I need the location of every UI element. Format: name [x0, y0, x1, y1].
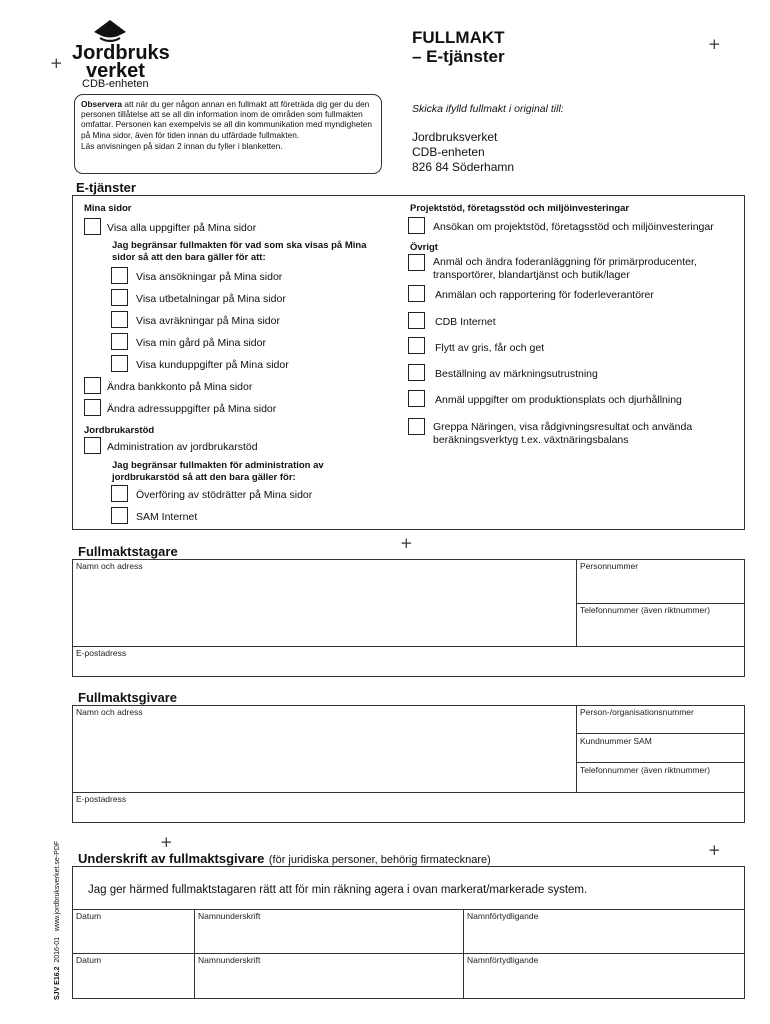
namnfortydligande-input-2[interactable]	[464, 965, 744, 998]
registration-mark: +	[400, 534, 413, 552]
checkbox-bankkonto[interactable]	[84, 377, 101, 394]
checkbox-admin-jordbrukarstod[interactable]	[84, 437, 101, 454]
checkbox-kunduppgifter[interactable]	[111, 355, 128, 372]
registration-mark: +	[50, 54, 63, 72]
side-text: SJV E16.2 2016-01 www.jordbruksverket.se-PDF	[54, 840, 61, 1000]
underskrift-heading: Underskrift av fullmaktsgivare (för juridiska personer, behörig firmatecknare)	[78, 851, 491, 866]
tagare-email-label: E-postadress	[76, 648, 127, 658]
logo-text: Jordbruks verket	[72, 42, 170, 82]
givare-tel-label: Telefonnummer (även riktnummer)	[580, 765, 710, 775]
tagare-tel-input[interactable]	[577, 615, 744, 645]
label-visa-alla: Visa alla uppgifter på Mina sidor	[107, 222, 257, 234]
tagare-name-label: Namn och adress	[76, 561, 143, 571]
label-admin-jordbrukarstod: Administration av jordbrukarstöd	[107, 441, 258, 453]
checkbox-markningsutrustning[interactable]	[408, 364, 425, 381]
checkbox-flytt[interactable]	[408, 337, 425, 354]
label-flytt: Flytt av gris, får och get	[435, 342, 545, 354]
label-ansokningar: Visa ansökningar på Mina sidor	[136, 271, 283, 283]
givare-divider	[576, 733, 745, 734]
underskrift-divider	[72, 953, 745, 954]
givare-email-input[interactable]	[73, 804, 744, 822]
givare-tel-input[interactable]	[577, 775, 744, 791]
label-foderanlaggning: Anmäl och ändra foderanläggning för primärproducenter, transportörer, blandartjänst och butik/lager	[433, 256, 697, 281]
checkbox-sam-internet[interactable]	[111, 507, 128, 524]
checkbox-min-gard[interactable]	[111, 333, 128, 350]
send-address: Jordbruksverket CDB-enheten 826 84 Söderhamn	[412, 130, 515, 174]
label-overforing: Överföring av stödrätter på Mina sidor	[136, 489, 313, 501]
checkbox-cdb-internet[interactable]	[408, 312, 425, 329]
datum-label-1: Datum	[76, 911, 102, 921]
givare-name-label: Namn och adress	[76, 707, 143, 717]
label-bankkonto: Ändra bankkonto på Mina sidor	[107, 381, 253, 393]
ovrigt-heading: Övrigt	[410, 242, 438, 253]
label-foderleverantorer: Anmälan och rapportering för foderleverantörer	[435, 289, 654, 301]
datum-input-1[interactable]	[73, 921, 193, 952]
label-markningsutrustning: Beställning av märkningsutrustning	[435, 368, 598, 380]
label-sam-internet: SAM Internet	[136, 511, 198, 523]
registration-mark: +	[708, 35, 721, 53]
tagare-title: Fullmaktstagare	[78, 544, 178, 559]
givare-kund-input[interactable]	[577, 746, 744, 761]
underskrift-statement: Jag ger härmed fullmaktstagaren rätt att för min räkning agera i ovan markerat/markerade system.	[88, 884, 588, 896]
namnfortydligande-label-1: Namnförtydligande	[467, 911, 539, 921]
label-min-gard: Visa min gård på Mina sidor	[136, 337, 266, 349]
givare-divider	[72, 792, 745, 793]
checkbox-projektstod[interactable]	[408, 217, 425, 234]
mina-sidor-heading: Mina sidor	[84, 203, 132, 214]
checkbox-foderleverantorer[interactable]	[408, 285, 425, 302]
notice-text: Observera att när du ger någon annan en fullmakt att företräda dig ger du den personen tillåtelse att se all din information inom de områden som fullmakten omfattar. Personen kan exempelvis se all din kommunikation med myndigheten på Mina sidor, även för tiden innan du utfärdade fullmakten. Läs anvisningen på sidan 2 innan du fyller i blanketten.	[81, 99, 373, 151]
checkbox-avrakningar[interactable]	[111, 311, 128, 328]
tagare-tel-label: Telefonnummer (även riktnummer)	[580, 605, 710, 615]
namnunderskrift-label-2: Namnunderskrift	[198, 955, 261, 965]
send-label: Skicka ifylld fullmakt i original till:	[412, 103, 564, 115]
mina-sidor-restrict: Jag begränsar fullmakten för vad som ska visas på Mina sidor så att den bara gäller för att:	[112, 240, 367, 263]
page-title: FULLMAKT – E-tjänster	[412, 28, 505, 66]
label-cdb-internet: CDB Internet	[435, 316, 496, 328]
datum-label-2: Datum	[76, 955, 102, 965]
givare-kund-label: Kundnummer SAM	[580, 736, 652, 746]
tagare-email-input[interactable]	[73, 658, 744, 676]
tagare-name-input[interactable]	[73, 571, 575, 645]
registration-mark: +	[708, 841, 721, 859]
jordbrukarstod-heading: Jordbrukarstöd	[84, 425, 155, 436]
projekt-heading: Projektstöd, företagsstöd och miljöinvesteringar	[410, 203, 630, 214]
label-greppa-naringen: Greppa Näringen, visa rådgivningsresultat och använda beräkningsverktyg t.ex. växtnäringsbalans	[433, 421, 693, 446]
label-kunduppgifter: Visa kunduppgifter på Mina sidor	[136, 359, 289, 371]
checkbox-adressuppgifter[interactable]	[84, 399, 101, 416]
label-avrakningar: Visa avräkningar på Mina sidor	[136, 315, 280, 327]
namnfortydligande-input-1[interactable]	[464, 921, 744, 952]
underskrift-divider	[72, 909, 745, 910]
namnunderskrift-input-1[interactable]	[195, 921, 462, 952]
checkbox-greppa-naringen[interactable]	[408, 418, 425, 435]
checkbox-overforing[interactable]	[111, 485, 128, 502]
tagare-pnr-input[interactable]	[577, 571, 744, 602]
givare-title: Fullmaktsgivare	[78, 690, 177, 705]
tagare-divider	[576, 603, 745, 604]
givare-email-label: E-postadress	[76, 794, 127, 804]
registration-mark: +	[160, 833, 173, 851]
checkbox-ansokningar[interactable]	[111, 267, 128, 284]
givare-name-input[interactable]	[73, 717, 575, 791]
label-utbetalningar: Visa utbetalningar på Mina sidor	[136, 293, 286, 305]
checkbox-foderanlaggning[interactable]	[408, 254, 425, 271]
checkbox-utbetalningar[interactable]	[111, 289, 128, 306]
jordbrukarstod-restrict: Jag begränsar fullmakten för administration av jordbrukarstöd så att den bara gäller för:	[112, 460, 324, 483]
givare-divider	[576, 762, 745, 763]
label-projektstod: Ansökan om projektstöd, företagsstöd och miljöinvesteringar	[433, 221, 714, 233]
givare-orgnr-input[interactable]	[577, 717, 744, 732]
checkbox-visa-alla[interactable]	[84, 218, 101, 235]
label-adressuppgifter: Ändra adressuppgifter på Mina sidor	[107, 403, 277, 415]
label-produktionsplats: Anmäl uppgifter om produktionsplats och djurhållning	[435, 394, 682, 406]
checkbox-produktionsplats[interactable]	[408, 390, 425, 407]
namnfortydligande-label-2: Namnförtydligande	[467, 955, 539, 965]
namnunderskrift-label-1: Namnunderskrift	[198, 911, 261, 921]
datum-input-2[interactable]	[73, 965, 193, 998]
tagare-pnr-label: Personnummer	[580, 561, 639, 571]
etjanster-title: E-tjänster	[76, 180, 136, 195]
namnunderskrift-input-2[interactable]	[195, 965, 462, 998]
unit-name: CDB-enheten	[82, 78, 149, 90]
givare-orgnr-label: Person-/organisationsnummer	[580, 707, 694, 717]
tagare-divider	[72, 646, 745, 647]
